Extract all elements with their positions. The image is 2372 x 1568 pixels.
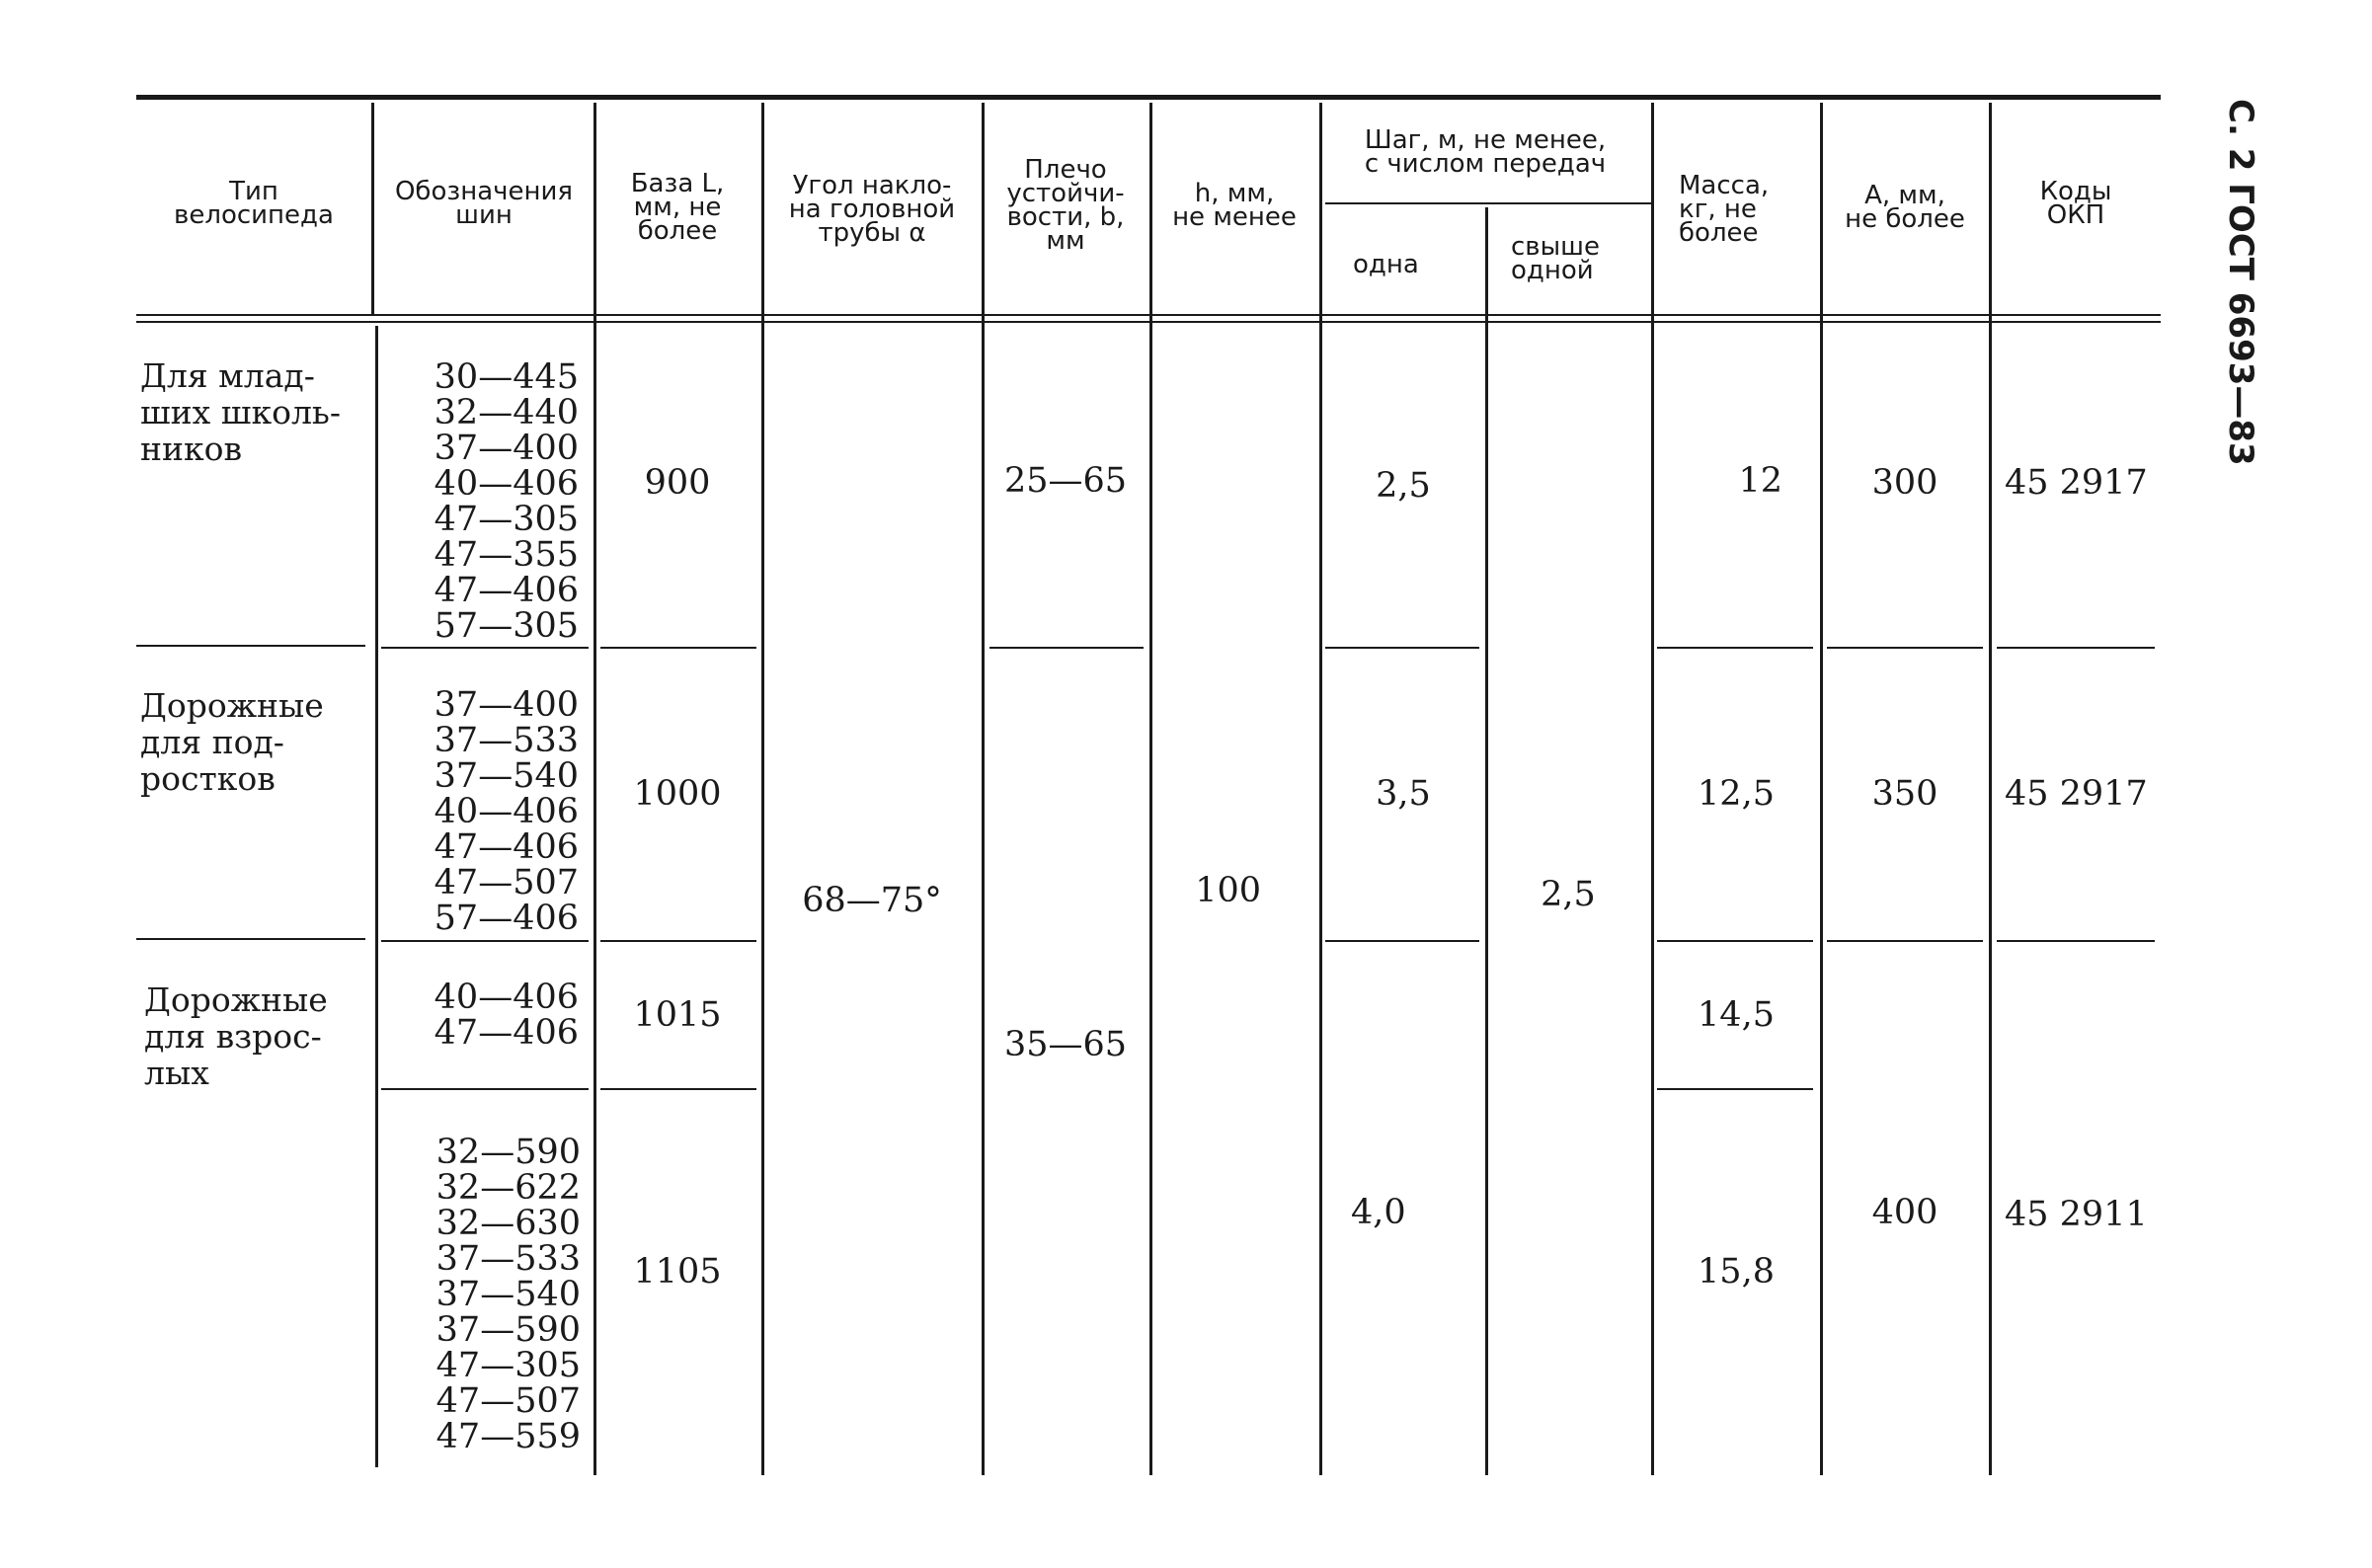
header-type: Тип велосипеда bbox=[174, 177, 334, 230]
header-a: A, мм, не более bbox=[1845, 181, 1965, 234]
group-1-step-one: 2,5 bbox=[1376, 466, 1431, 506]
row-sep-3-mass bbox=[1657, 1088, 1813, 1090]
group-3-a: 400 bbox=[1871, 1193, 1938, 1232]
row-sep-1-base bbox=[600, 647, 756, 649]
group-3-base-b: 1105 bbox=[633, 1252, 722, 1292]
row-sep-3-tires bbox=[381, 1088, 589, 1090]
row-sep-1-code bbox=[1997, 647, 2155, 649]
header-codes: Коды ОКП bbox=[2039, 177, 2112, 230]
header-tires: Обозначения шин bbox=[394, 177, 574, 230]
row-sep-1-step bbox=[1325, 647, 1479, 649]
group-2-step-one: 3,5 bbox=[1376, 774, 1431, 814]
row-sep-2-base bbox=[600, 940, 756, 942]
row-sep-3-base bbox=[600, 1088, 756, 1090]
col-sep-3 bbox=[761, 103, 764, 1475]
col-sep-7 bbox=[1485, 207, 1488, 1475]
col-sep-1-header bbox=[371, 103, 374, 316]
header-bottom-rule-2 bbox=[136, 321, 2161, 323]
row-sep-1-tires bbox=[381, 647, 589, 649]
group-1-code: 45 2917 bbox=[2005, 463, 2148, 503]
group-3-mass-b: 15,8 bbox=[1698, 1252, 1775, 1292]
group-2-a: 350 bbox=[1871, 774, 1938, 814]
row-sep-2-mass bbox=[1657, 940, 1813, 942]
col-sep-5 bbox=[1149, 103, 1152, 1475]
row-sep-1-shoulder bbox=[989, 647, 1144, 649]
row-sep-1-a bbox=[1827, 647, 1983, 649]
side-page-label bbox=[2219, 99, 2262, 466]
side-label-text: С. 2 ГОСТ 6693—83 bbox=[2221, 99, 2260, 466]
shared-step-more: 2,5 bbox=[1541, 875, 1596, 914]
row-sep-1-type bbox=[136, 645, 365, 647]
group-2-code: 45 2917 bbox=[2005, 774, 2148, 814]
header-bottom-rule-1 bbox=[136, 314, 2161, 316]
row-sep-2-a bbox=[1827, 940, 1983, 942]
header-step: Шаг, м, не менее, с числом передач bbox=[1364, 125, 1607, 179]
shared-angle: 68—75° bbox=[802, 881, 942, 920]
group-1-shoulder: 25—65 bbox=[1003, 461, 1128, 501]
group-3-tires-b: 32—590 32—622 32—630 37—533 37—540 37—590 47—305 47—507 47—559 bbox=[435, 1133, 581, 1456]
group-2-tires: 37—400 37—533 37—540 40—406 47—406 47—507 57—406 bbox=[434, 685, 579, 938]
group-3-step-one: 4,0 bbox=[1351, 1193, 1406, 1232]
col-sep-1 bbox=[375, 326, 378, 1467]
row-sep-2-type bbox=[136, 938, 365, 940]
group-3-type: Дорожные для взрос- лых bbox=[144, 980, 328, 1092]
group-3-code: 45 2911 bbox=[2005, 1195, 2148, 1234]
shared-h: 100 bbox=[1195, 871, 1261, 910]
header-step-one: одна bbox=[1353, 250, 1419, 279]
table-top-rule bbox=[136, 95, 2161, 100]
group-1-a: 300 bbox=[1871, 463, 1938, 503]
group-2-type: Дорожные для под- ростков bbox=[140, 686, 324, 798]
row-sep-2-tires bbox=[381, 940, 589, 942]
col-sep-10 bbox=[1989, 103, 1992, 1475]
group-1-tires: 30—445 32—440 37—400 40—406 47—305 47—355 47—406 57—305 bbox=[434, 357, 579, 646]
step-subheader-rule bbox=[1325, 202, 1651, 204]
group-3-base-a: 1015 bbox=[633, 995, 722, 1035]
header-mass: Масса, кг, не более bbox=[1679, 171, 1770, 248]
row-sep-2-step bbox=[1325, 940, 1479, 942]
col-sep-4 bbox=[982, 103, 985, 1475]
group-3-tires-a: 40—406 47—406 bbox=[434, 978, 579, 1053]
header-shoulder: Плечо устойчи- вости, b, мм bbox=[1006, 155, 1125, 256]
row-sep-1-mass bbox=[1657, 647, 1813, 649]
group-1-base: 900 bbox=[644, 463, 711, 503]
group-1-type: Для млад- ших школь- ников bbox=[140, 356, 342, 468]
header-angle: Угол накло- на головной трубы α bbox=[788, 171, 956, 248]
group-2-mass: 12,5 bbox=[1698, 774, 1775, 814]
shared-shoulder: 35—65 bbox=[1003, 1025, 1128, 1064]
group-1-mass: 12 bbox=[1738, 461, 1782, 501]
header-h: h, мм, не менее bbox=[1172, 179, 1297, 232]
header-base: База L, мм, не более bbox=[630, 169, 725, 246]
row-sep-2-code bbox=[1997, 940, 2155, 942]
header-step-more: свыше одной bbox=[1511, 232, 1600, 285]
group-3-mass-a: 14,5 bbox=[1698, 995, 1775, 1035]
group-2-base: 1000 bbox=[633, 774, 722, 814]
